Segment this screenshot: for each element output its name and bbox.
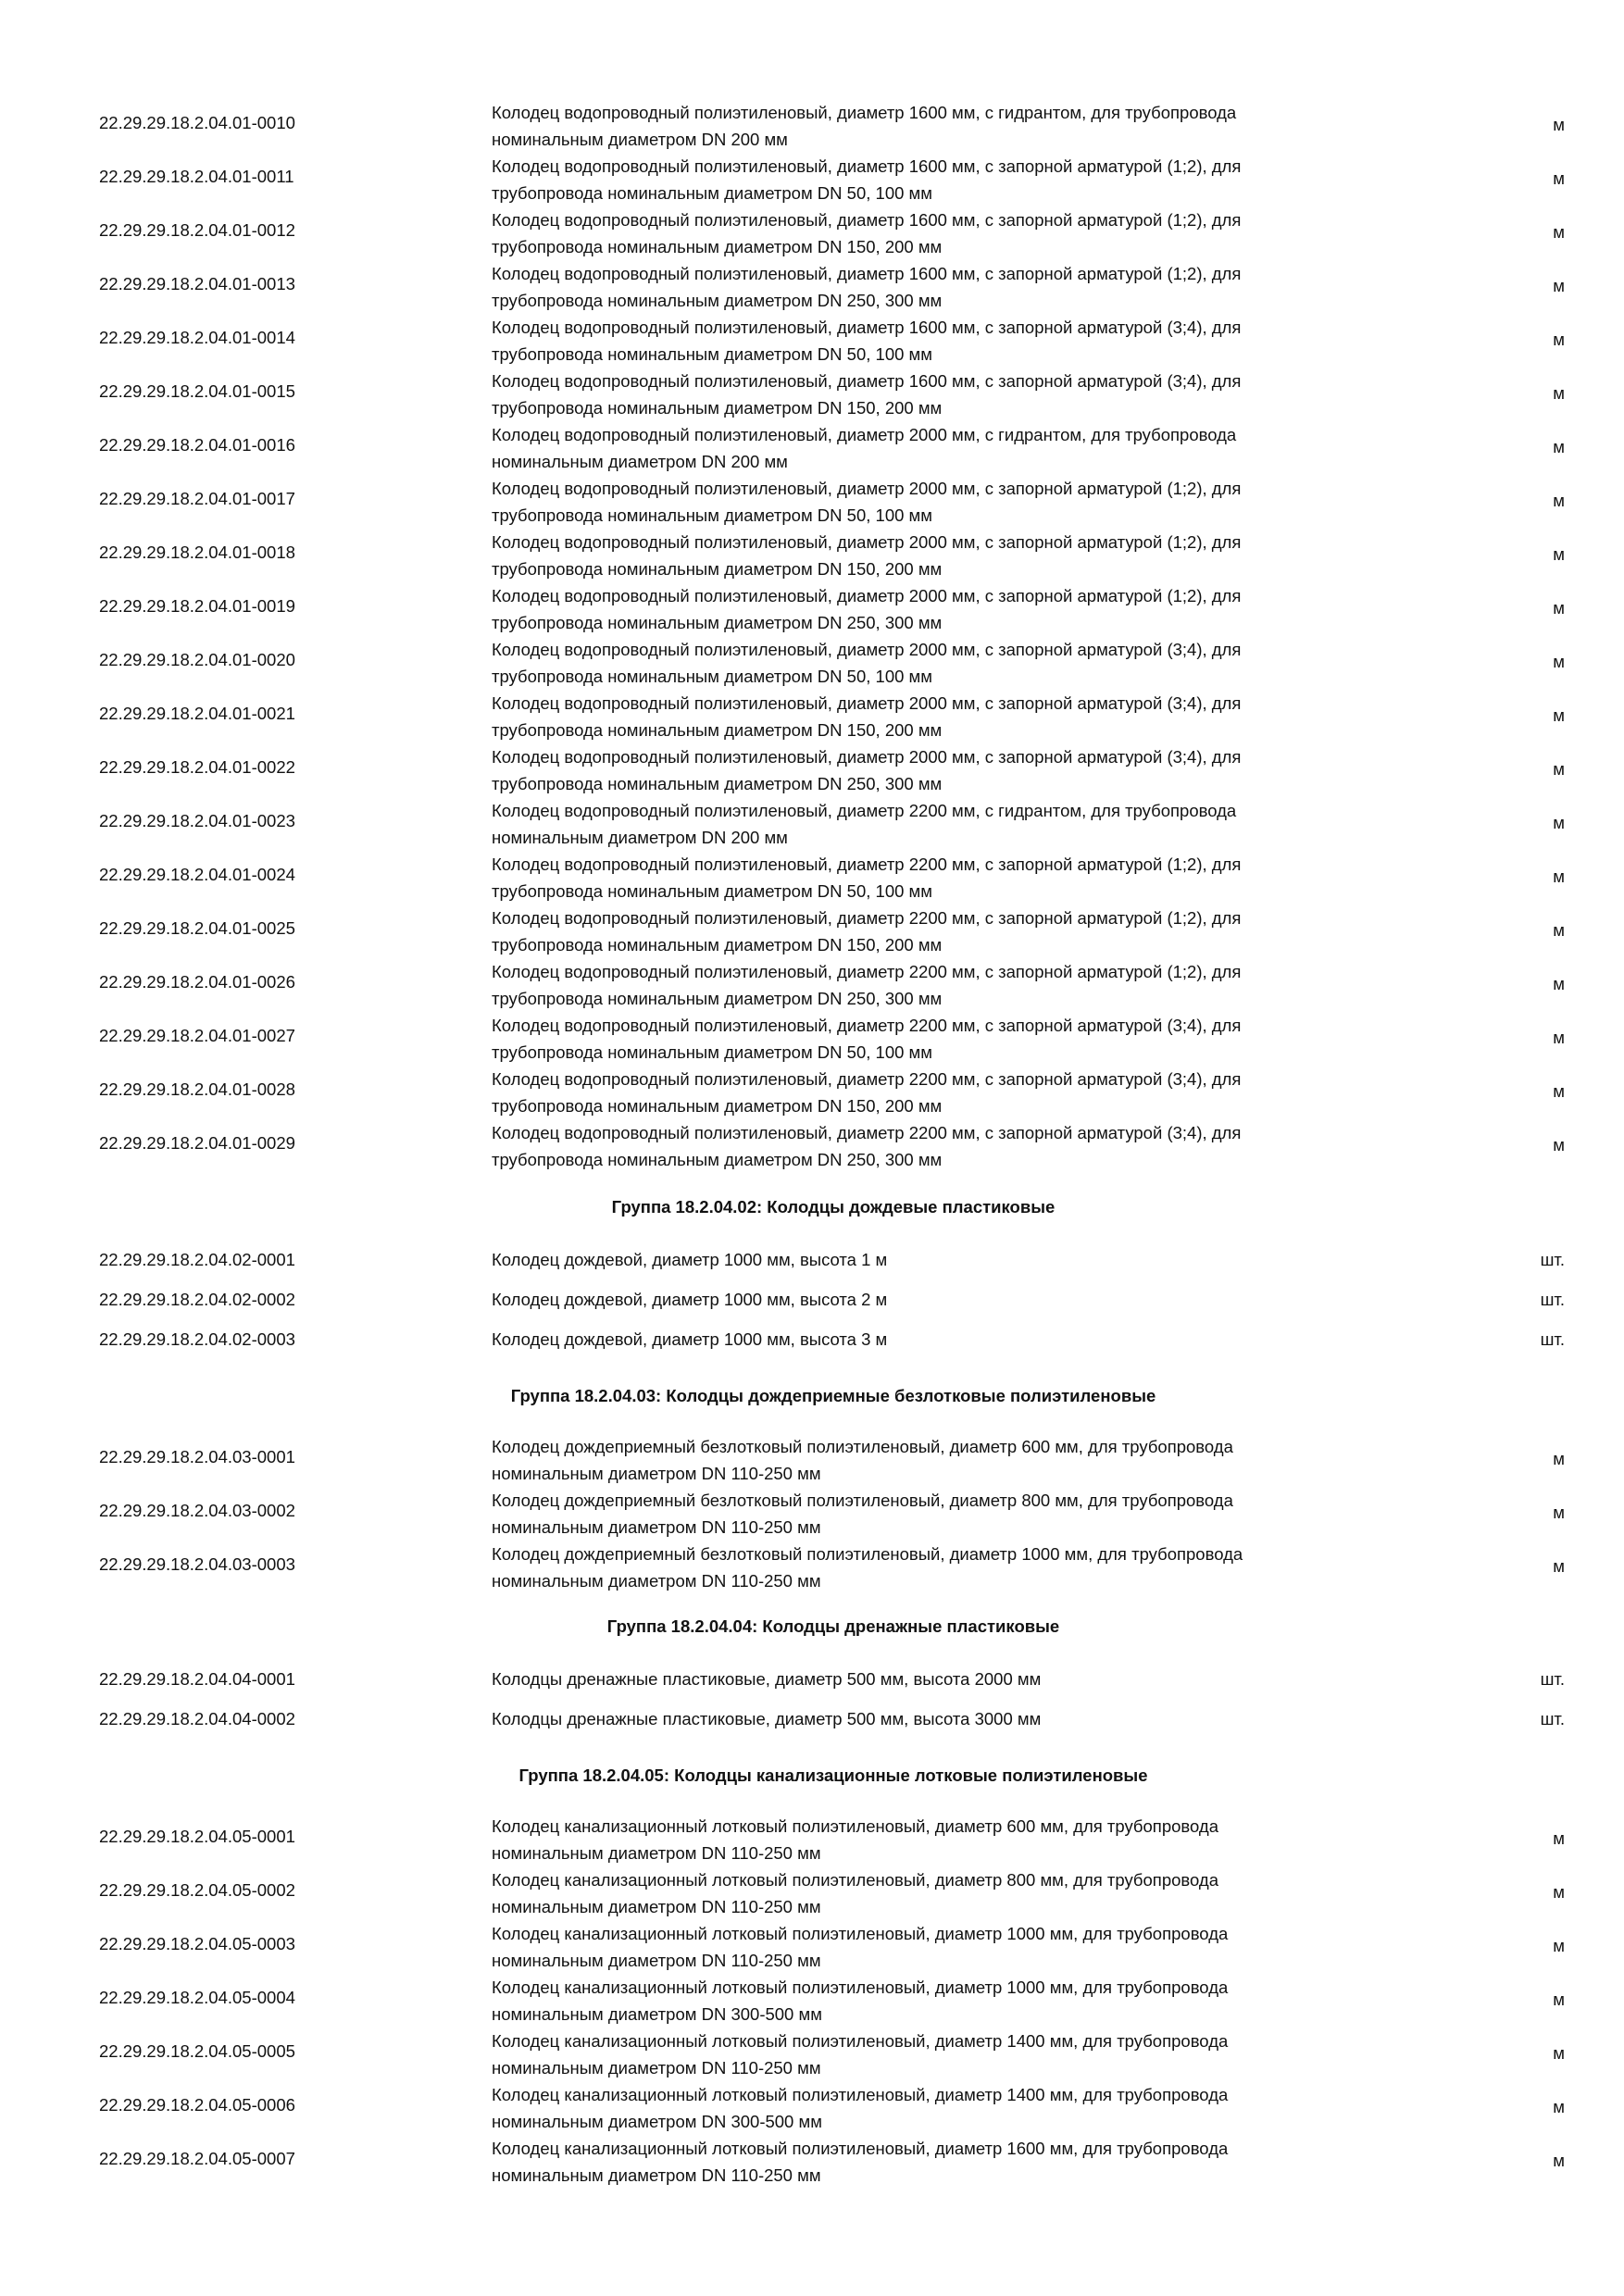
row-unit: шт. [1540, 1669, 1565, 1689]
row-unit: м [1553, 813, 1565, 832]
row-unit: м [1553, 1556, 1565, 1576]
row-unit: шт. [1540, 1290, 1565, 1309]
row-unit: м [1553, 920, 1565, 940]
row-unit: шт. [1540, 1709, 1565, 1728]
row-unit: м [1553, 705, 1565, 725]
row-name: Колодец водопроводный полиэтиленовый, диаметр 1600 мм, с запорной арматурой (3;4), для трубопровода номинальным диаметром DN 150, 200 мм [492, 371, 1242, 418]
row-unit: м [1553, 1503, 1565, 1522]
row-code: 22.29.29.18.2.04.03-0003 [99, 1554, 295, 1574]
row-code: 22.29.29.18.2.04.01-0011 [99, 167, 294, 186]
row-name: Колодец водопроводный полиэтиленовый, диаметр 2200 мм, с запорной арматурой (1;2), для трубопровода номинальным диаметром DN 50, 100 мм [492, 855, 1242, 901]
row-unit: м [1553, 383, 1565, 403]
row-code: 22.29.29.18.2.04.04-0002 [99, 1709, 295, 1728]
row-name: Колодец дождеприемный безлотковый полиэтиленовый, диаметр 800 мм, для трубопровода номинальным диаметром DN 110-250 мм [492, 1491, 1233, 1537]
row-code: 22.29.29.18.2.04.01-0023 [99, 811, 295, 830]
row-code: 22.29.29.18.2.04.01-0028 [99, 1079, 295, 1099]
group-title-02: Группа 18.2.04.02: Колодцы дождевые пластиковые [611, 1197, 1056, 1217]
row-name: Колодец канализационный лотковый полиэтиленовый, диаметр 800 мм, для трубопровода номинальным диаметром DN 110-250 мм [492, 1870, 1218, 1916]
row-unit: м [1553, 974, 1565, 993]
row-name: Колодец дождевой, диаметр 1000 мм, высота 1 м [492, 1250, 888, 1269]
row-code: 22.29.29.18.2.04.03-0002 [99, 1501, 295, 1520]
row-unit: м [1553, 168, 1565, 188]
row-unit: шт. [1540, 1329, 1565, 1349]
row-name: Колодец водопроводный полиэтиленовый, диаметр 2200 мм, с запорной арматурой (1;2), для трубопровода номинальным диаметром DN 150, 200 мм [492, 908, 1242, 955]
row-name: Колодец канализационный лотковый полиэтиленовый, диаметр 1400 мм, для трубопровода номинальным диаметром DN 110-250 мм [492, 2031, 1229, 2078]
row-name: Колодец водопроводный полиэтиленовый, диаметр 2200 мм, с запорной арматурой (3;4), для трубопровода номинальным диаметром DN 150, 200 мм [492, 1069, 1242, 1116]
row-name: Колодец канализационный лотковый полиэтиленовый, диаметр 1400 мм, для трубопровода номинальным диаметром DN 300-500 мм [492, 2085, 1229, 2131]
row-unit: шт. [1540, 1250, 1565, 1269]
row-name: Колодец водопроводный полиэтиленовый, диаметр 2000 мм, с запорной арматурой (3;4), для трубопровода номинальным диаметром DN 150, 200 мм [492, 693, 1242, 740]
row-code: 22.29.29.18.2.04.05-0004 [99, 1988, 295, 2007]
row-name: Колодец дождевой, диаметр 1000 мм, высота 2 м [492, 1290, 888, 1309]
row-name: Колодец водопроводный полиэтиленовый, диаметр 1600 мм, с запорной арматурой (1;2), для трубопровода номинальным диаметром DN 250, 300 мм [492, 264, 1242, 310]
row-code: 22.29.29.18.2.04.01-0026 [99, 972, 295, 992]
row-name: Колодцы дренажные пластиковые, диаметр 500 мм, высота 2000 мм [492, 1669, 1042, 1689]
row-code: 22.29.29.18.2.04.01-0012 [99, 220, 295, 240]
row-code: 22.29.29.18.2.04.04-0001 [99, 1669, 295, 1689]
row-name: Колодец водопроводный полиэтиленовый, диаметр 2000 мм, с запорной арматурой (3;4), для трубопровода номинальным диаметром DN 250, 300 мм [492, 747, 1242, 793]
row-unit: м [1553, 1135, 1565, 1154]
row-code: 22.29.29.18.2.04.05-0005 [99, 2041, 295, 2061]
row-unit: м [1553, 2097, 1565, 2116]
row-name: Колодец водопроводный полиэтиленовый, диаметр 1600 мм, с запорной арматурой (3;4), для трубопровода номинальным диаметром DN 50, 100 мм [492, 318, 1242, 364]
row-unit: м [1553, 1882, 1565, 1902]
row-code: 22.29.29.18.2.04.01-0029 [99, 1133, 295, 1153]
row-code: 22.29.29.18.2.04.01-0021 [99, 704, 295, 723]
row-code: 22.29.29.18.2.04.03-0001 [99, 1447, 295, 1466]
row-code: 22.29.29.18.2.04.01-0024 [99, 865, 295, 884]
row-unit: м [1553, 598, 1565, 618]
row-unit: м [1553, 1028, 1565, 1047]
row-unit: м [1553, 2151, 1565, 2170]
row-unit: м [1553, 1081, 1565, 1101]
row-unit: м [1553, 222, 1565, 242]
row-name: Колодец канализационный лотковый полиэтиленовый, диаметр 1600 мм, для трубопровода номинальным диаметром DN 110-250 мм [492, 2139, 1229, 2185]
row-name: Колодец водопроводный полиэтиленовый, диаметр 1600 мм, с запорной арматурой (1;2), для трубопровода номинальным диаметром DN 50, 100 мм [492, 156, 1242, 203]
row-code: 22.29.29.18.2.04.01-0025 [99, 918, 295, 938]
row-code: 22.29.29.18.2.04.01-0019 [99, 596, 295, 616]
row-code: 22.29.29.18.2.04.01-0013 [99, 274, 295, 293]
row-code: 22.29.29.18.2.04.01-0020 [99, 650, 295, 669]
row-code: 22.29.29.18.2.04.01-0018 [99, 543, 295, 562]
row-unit: м [1553, 1990, 1565, 2009]
row-unit: м [1553, 867, 1565, 886]
row-code: 22.29.29.18.2.04.01-0014 [99, 328, 295, 347]
row-name: Колодец водопроводный полиэтиленовый, диаметр 2200 мм, с гидрантом, для трубопровода номинальным диаметром DN 200 мм [492, 801, 1237, 847]
row-name: Колодец водопроводный полиэтиленовый, диаметр 2200 мм, с запорной арматурой (3;4), для трубопровода номинальным диаметром DN 50, 100 мм [492, 1016, 1242, 1062]
row-code: 22.29.29.18.2.04.05-0001 [99, 1827, 295, 1846]
row-unit: м [1553, 759, 1565, 779]
row-code: 22.29.29.18.2.04.02-0003 [99, 1329, 295, 1349]
row-name: Колодец водопроводный полиэтиленовый, диаметр 2000 мм, с запорной арматурой (1;2), для трубопровода номинальным диаметром DN 250, 300 мм [492, 586, 1242, 632]
row-name: Колодец водопроводный полиэтиленовый, диаметр 2200 мм, с запорной арматурой (3;4), для трубопровода номинальным диаметром DN 250, 300 мм [492, 1123, 1242, 1169]
row-unit: м [1553, 544, 1565, 564]
row-name: Колодец дождевой, диаметр 1000 мм, высота 3 м [492, 1329, 888, 1349]
row-unit: м [1553, 1828, 1565, 1848]
row-code: 22.29.29.18.2.04.02-0001 [99, 1250, 295, 1269]
group-title-03: Группа 18.2.04.03: Колодцы дождеприемные безлотковые полиэтиленовые [510, 1386, 1156, 1405]
row-name: Колодец дождеприемный безлотковый полиэтиленовый, диаметр 1000 мм, для трубопровода номинальным диаметром DN 110-250 мм [492, 1544, 1243, 1591]
row-name: Колодец канализационный лотковый полиэтиленовый, диаметр 1000 мм, для трубопровода номинальным диаметром DN 300-500 мм [492, 1978, 1229, 2024]
row-unit: м [1553, 491, 1565, 510]
row-code: 22.29.29.18.2.04.02-0002 [99, 1290, 295, 1309]
row-name: Колодцы дренажные пластиковые, диаметр 500 мм, высота 3000 мм [492, 1709, 1042, 1728]
row-unit: м [1553, 276, 1565, 295]
row-unit: м [1553, 115, 1565, 134]
row-code: 22.29.29.18.2.04.05-0007 [99, 2149, 295, 2168]
row-code: 22.29.29.18.2.04.01-0027 [99, 1026, 295, 1045]
row-code: 22.29.29.18.2.04.05-0003 [99, 1934, 295, 1953]
row-unit: м [1553, 652, 1565, 671]
row-name: Колодец водопроводный полиэтиленовый, диаметр 2000 мм, с запорной арматурой (3;4), для трубопровода номинальным диаметром DN 50, 100 мм [492, 640, 1242, 686]
row-name: Колодец водопроводный полиэтиленовый, диаметр 1600 мм, с гидрантом, для трубопровода номинальным диаметром DN 200 мм [492, 103, 1237, 149]
row-name: Колодец канализационный лотковый полиэтиленовый, диаметр 1000 мм, для трубопровода номинальным диаметром DN 110-250 мм [492, 1924, 1229, 1970]
row-code: 22.29.29.18.2.04.01-0022 [99, 757, 295, 777]
row-unit: м [1553, 1936, 1565, 1955]
row-unit: м [1553, 330, 1565, 349]
row-unit: м [1553, 437, 1565, 456]
row-name: Колодец водопроводный полиэтиленовый, диаметр 1600 мм, с запорной арматурой (1;2), для трубопровода номинальным диаметром DN 150, 200 мм [492, 210, 1242, 256]
row-unit: м [1553, 2043, 1565, 2063]
row-code: 22.29.29.18.2.04.01-0015 [99, 381, 295, 401]
row-unit: м [1553, 1449, 1565, 1468]
row-code: 22.29.29.18.2.04.01-0016 [99, 435, 295, 455]
row-code: 22.29.29.18.2.04.05-0006 [99, 2095, 295, 2115]
row-name: Колодец дождеприемный безлотковый полиэтиленовый, диаметр 600 мм, для трубопровода номинальным диаметром DN 110-250 мм [492, 1437, 1233, 1483]
group-title-04: Группа 18.2.04.04: Колодцы дренажные пластиковые [606, 1616, 1060, 1636]
row-name: Колодец водопроводный полиэтиленовый, диаметр 2000 мм, с запорной арматурой (1;2), для трубопровода номинальным диаметром DN 50, 100 мм [492, 479, 1242, 525]
row-code: 22.29.29.18.2.04.05-0002 [99, 1880, 295, 1900]
row-code: 22.29.29.18.2.04.01-0017 [99, 489, 295, 508]
group-title-05: Группа 18.2.04.05: Колодцы канализационные лотковые полиэтиленовые [518, 1766, 1148, 1785]
row-name: Колодец водопроводный полиэтиленовый, диаметр 2000 мм, с запорной арматурой (1;2), для трубопровода номинальным диаметром DN 150, 200 мм [492, 532, 1242, 579]
row-name: Колодец канализационный лотковый полиэтиленовый, диаметр 600 мм, для трубопровода номинальным диаметром DN 110-250 мм [492, 1816, 1218, 1863]
row-name: Колодец водопроводный полиэтиленовый, диаметр 2000 мм, с гидрантом, для трубопровода номинальным диаметром DN 200 мм [492, 425, 1237, 471]
row-code: 22.29.29.18.2.04.01-0010 [99, 113, 295, 132]
row-name: Колодец водопроводный полиэтиленовый, диаметр 2200 мм, с запорной арматурой (1;2), для трубопровода номинальным диаметром DN 250, 300 мм [492, 962, 1242, 1008]
